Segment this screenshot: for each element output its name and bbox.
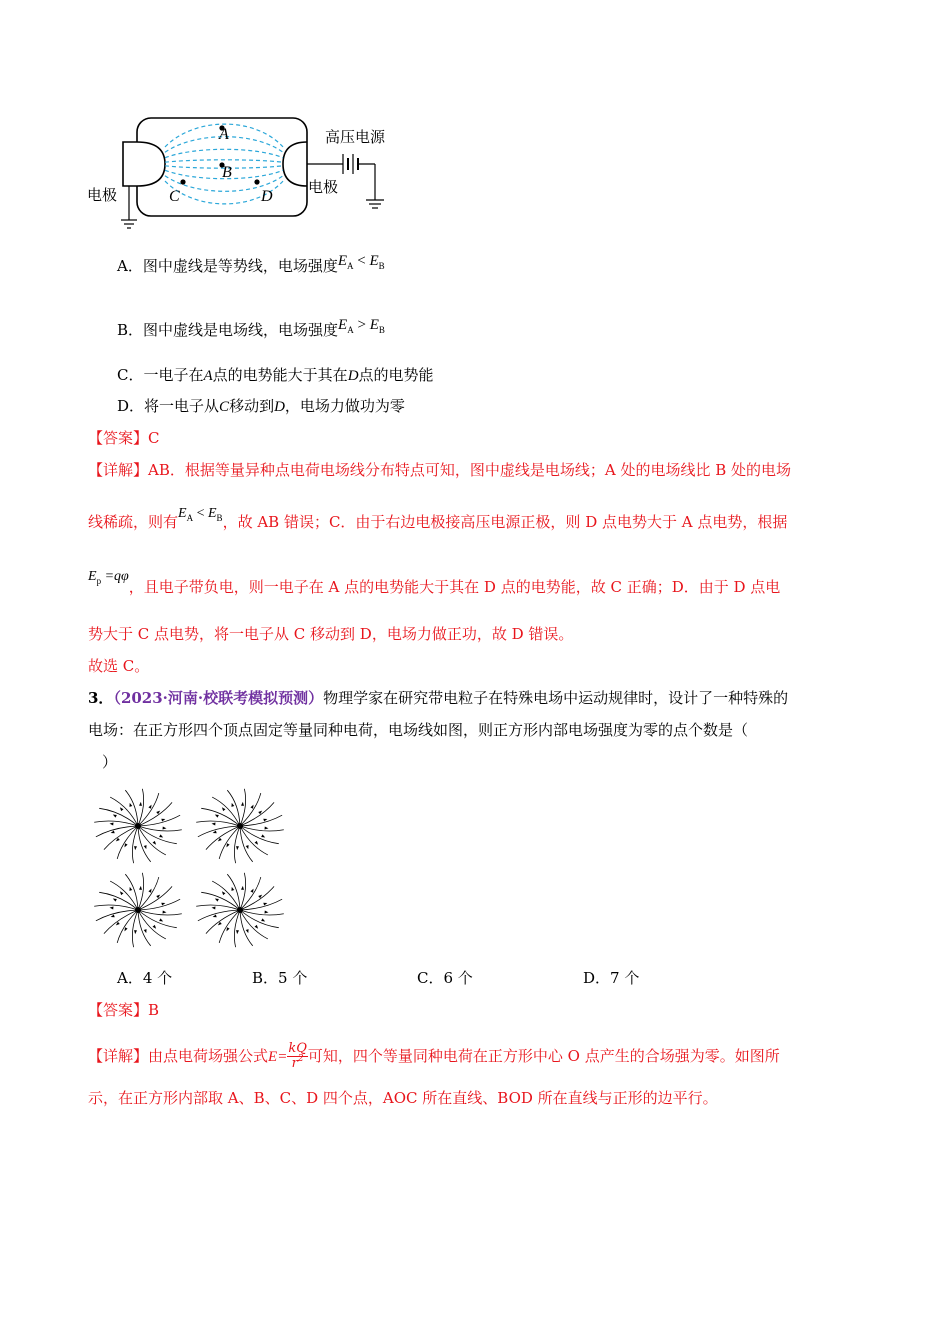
arrow-icon (212, 822, 216, 825)
field-line (96, 910, 138, 921)
arrow-icon (111, 830, 115, 833)
field-line (240, 910, 284, 915)
field-line (165, 149, 283, 157)
arrow-icon (236, 846, 239, 850)
arrow-icon (129, 887, 132, 891)
arrow-icon (215, 815, 219, 818)
point-charge (135, 907, 141, 913)
field-line (198, 910, 240, 921)
q2-detail-line2: 线稀疏，则有$E_A < E_B$，故 AB 错误；C．由于右边电极接高压电源正极，则 D 点电势大于 A 点电势，根据 (88, 506, 788, 531)
arrow-icon (241, 802, 244, 806)
field-line (138, 910, 166, 939)
arrow-icon (124, 927, 127, 931)
arrow-icon (241, 886, 244, 890)
arrow-icon (222, 807, 226, 811)
field-line (240, 899, 282, 910)
arrow-icon (250, 805, 253, 809)
arrow-icon (255, 925, 259, 929)
field-line (240, 910, 279, 928)
arrow-icon (161, 819, 165, 822)
q3-stem-line2: 电场：在正方形四个顶点固定等量同种电荷，电场线如图，则正方形内部电场强度为零的点个数是（ (88, 721, 749, 739)
q3-stem-line3: ） (102, 753, 118, 771)
field-line (138, 910, 182, 915)
field-line (240, 910, 268, 939)
field-line (125, 790, 138, 826)
field-line (201, 892, 240, 910)
q2-conclusion: 故选 C。 (88, 657, 150, 675)
field-line (138, 910, 151, 946)
arrow-icon (261, 918, 265, 921)
field-line (198, 826, 240, 837)
kq-r2-fraction: $\frac{kQ}{r^2}$ (288, 1041, 307, 1071)
arrow-icon (120, 807, 124, 811)
q2-option-a: A．图中虚线是等势线，电场强度$E_A < E_B$ (117, 253, 385, 275)
arrow-icon (263, 903, 267, 906)
field-line (165, 160, 283, 162)
arrow-icon (231, 803, 234, 807)
arrow-icon (265, 911, 269, 914)
label-a: A (219, 126, 229, 143)
arrow-icon (111, 914, 115, 917)
arrow-icon (129, 803, 132, 807)
field-line (99, 808, 138, 826)
point-d (254, 179, 259, 184)
field-line (212, 881, 240, 910)
field-line (201, 808, 240, 826)
four-charge-field-diagram (88, 784, 290, 952)
field-line (138, 910, 177, 928)
q3-option-c: C．6 个 (417, 969, 473, 987)
label-hv-source: 高压电源 (325, 128, 386, 146)
field-line (240, 910, 253, 946)
arrow-icon (159, 834, 163, 837)
field-line (94, 905, 138, 910)
arrow-icon (159, 918, 163, 921)
field-line (196, 821, 240, 826)
arrow-icon (246, 845, 249, 849)
arrow-icon (148, 889, 151, 893)
arrow-icon (113, 899, 117, 902)
arrow-icon (265, 827, 269, 830)
field-line (240, 826, 279, 844)
field-line (110, 881, 138, 910)
q2-detail-line3: $E_p =q\varphi$，且电子带负电，则一电子在 A 点的电势能大于其在 D 点的电势能，故 C 正确；D．由于 D 点电 (88, 569, 781, 596)
field-line (99, 892, 138, 910)
arrow-icon (263, 819, 267, 822)
arrow-icon (236, 930, 239, 934)
arrow-icon (144, 845, 147, 849)
arrow-icon (134, 930, 137, 934)
q3-option-b: B．5 个 (252, 969, 308, 987)
point-charge (135, 823, 141, 829)
field-line (196, 905, 240, 910)
label-b: B (222, 164, 232, 181)
arrow-icon (148, 805, 151, 809)
label-d: D (261, 188, 273, 205)
arrow-icon (110, 822, 114, 825)
q3-option-d: D．7 个 (583, 969, 640, 987)
field-line (96, 826, 138, 837)
q3-stem-line1: 3．（2023·河南·校联考模拟预测）物理学家在研究带电粒子在特殊电场中运动规律时，设计了一种特殊的 (88, 689, 789, 707)
arrow-icon (250, 889, 253, 893)
field-line (227, 874, 240, 910)
q2-option-c: C．一电子在A点的电势能大于其在D点的电势能 (117, 366, 434, 384)
field-line (138, 826, 177, 844)
field-line (240, 826, 253, 862)
arrow-icon (153, 925, 157, 929)
arrow-icon (134, 846, 137, 850)
field-line (138, 826, 182, 831)
arrow-icon (161, 903, 165, 906)
right-electrode (283, 142, 307, 186)
field-line (138, 826, 166, 855)
q3-answer: 【答案】B (88, 1001, 160, 1019)
q3-detail-line2: 示，在正方形内部取 A、B、C、D 四个点，AOC 所在直线、BOD 所在直线与正形的边平行。 (88, 1089, 718, 1107)
arrow-icon (213, 830, 217, 833)
label-c: C (169, 188, 180, 205)
arrow-icon (215, 899, 219, 902)
label-electrode-right: 电极 (308, 178, 339, 196)
field-line (240, 815, 282, 826)
arrow-icon (261, 834, 265, 837)
left-electrode (123, 142, 165, 186)
point-charge (237, 907, 243, 913)
q2-option-d: D．将一电子从C移动到D，电场力做功为零 (117, 397, 405, 415)
arrow-icon (144, 929, 147, 933)
arrow-icon (139, 802, 142, 806)
arrow-icon (120, 891, 124, 895)
label-electrode-left: 电极 (87, 186, 118, 204)
field-line (138, 815, 180, 826)
q2-option-b: B．图中虚线是电场线，电场强度$E_A > E_B$ (117, 317, 385, 339)
field-line (212, 797, 240, 826)
arrow-icon (226, 843, 229, 847)
field-line (125, 874, 138, 910)
point-charge (237, 823, 243, 829)
field-line (240, 826, 268, 855)
arrow-icon (213, 914, 217, 917)
arrow-icon (139, 886, 142, 890)
point-c (180, 179, 185, 184)
arrow-icon (163, 827, 167, 830)
field-line (227, 790, 240, 826)
field-line (138, 899, 180, 910)
arrow-icon (163, 911, 167, 914)
field-line (138, 826, 151, 862)
q2-detail-line4: 势大于 C 点电势，将一电子从 C 移动到 D，电场力做正功，故 D 错误。 (88, 625, 574, 643)
field-line (240, 826, 284, 831)
arrow-icon (226, 927, 229, 931)
q3-detail-line1: 【详解】由点电荷场强公式E= $\frac{kQ}{r^2}$ 可知，四个等量同种电荷在正方形中心 O 点产生的合场强为零。如图所 (88, 1041, 780, 1071)
arrow-icon (113, 815, 117, 818)
arrow-icon (124, 843, 127, 847)
arrow-icon (231, 887, 234, 891)
arrow-icon (246, 929, 249, 933)
field-line (94, 821, 138, 826)
field-line (110, 797, 138, 826)
q2-answer: 【答案】C (88, 429, 160, 447)
arrow-icon (110, 906, 114, 909)
arrow-icon (153, 841, 157, 845)
arrow-icon (255, 841, 259, 845)
q3-option-a: A．4 个 (117, 969, 173, 987)
arrow-icon (212, 906, 216, 909)
arrow-icon (222, 891, 226, 895)
electric-field-diagram (85, 112, 405, 237)
q2-detail-line1: 【详解】AB．根据等量异种点电荷电场线分布特点可知，图中虚线是电场线；A 处的电场线比 B 处的电场 (88, 461, 792, 479)
